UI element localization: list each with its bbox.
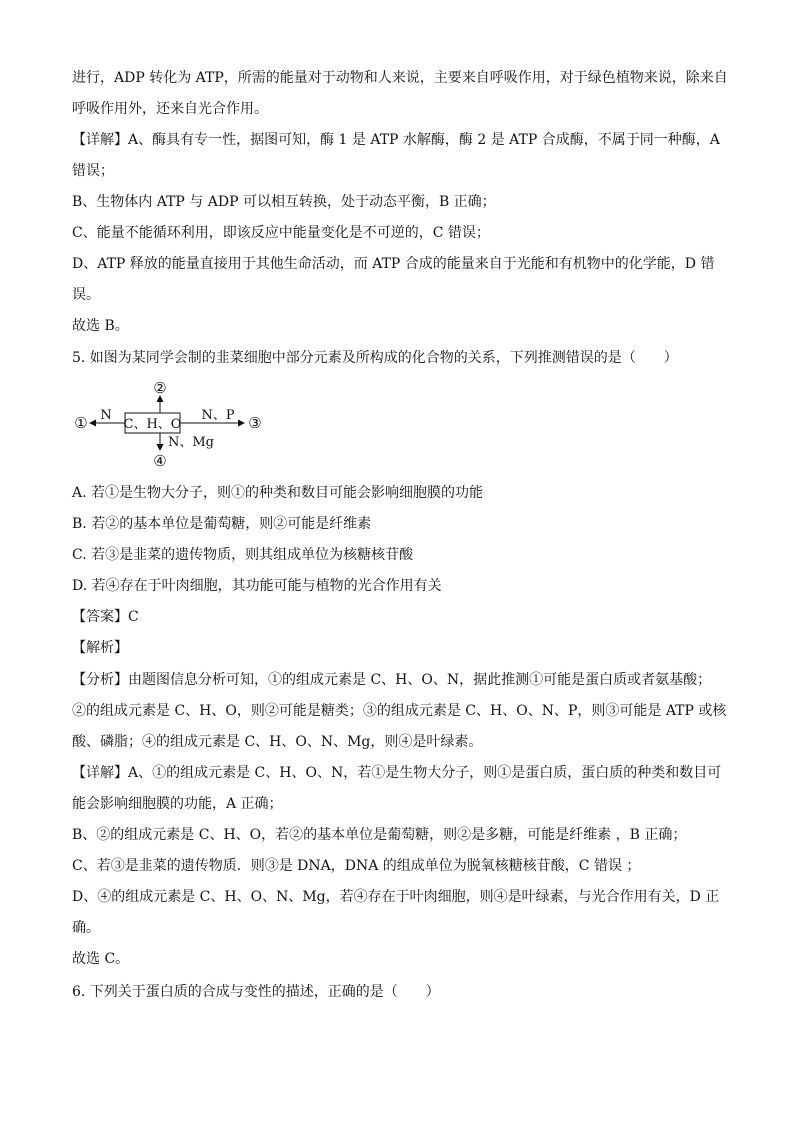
- text-line: 【分析】由题图信息分析可知，①的组成元素是 C、H、O、N，据此推测①可能是蛋白质或者氨基酸；: [72, 672, 712, 688]
- text-line: C、能量不能循环利用，即该反应中能量变化是不可逆的，C 错误；: [72, 225, 490, 241]
- answer: 【答案】C: [72, 609, 139, 625]
- right-target: ③: [248, 414, 262, 432]
- question-5: 5. 如图为某同学会制的韭菜细胞中部分元素及所构成的化合物的关系，下列推测错误的是（ ）: [72, 350, 678, 366]
- bottom-target: ④: [153, 452, 167, 470]
- text-line: 酸、磷脂；④的组成元素是 C、H、O、N、Mg，则④是叶绿素。: [72, 734, 483, 750]
- right-element-label: N、P: [201, 408, 235, 423]
- question-6: 6. 下列关于蛋白质的合成与变性的描述，正确的是（ ）: [72, 984, 440, 1000]
- text-line: 能会影响细胞膜的功能，A 正确；: [72, 796, 283, 812]
- left-target: ①: [74, 414, 88, 432]
- text-line: D、④的组成元素是 C、H、O、N、Mg，若④存在于叶肉细胞，则④是叶绿素，与光合作用有关，D 正: [72, 889, 720, 905]
- option-b: B. 若②的基本单位是葡萄糖，则②可能是纤维素: [72, 516, 372, 532]
- analysis-heading: 【解析】: [72, 640, 128, 656]
- text-line: 故选 B。: [72, 318, 129, 334]
- text-line: 故选 C。: [72, 951, 130, 967]
- text-line: B、②的组成元素是 C、H、O，若②的基本单位是葡萄糖，则②是多糖，可能是纤维素 ，B 正确；: [72, 827, 687, 843]
- text-line: 呼吸作用外，还来自光合作用。: [72, 101, 268, 117]
- option-c: C. 若③是韭菜的遗传物质，则其组成单位为核糖核苷酸: [72, 547, 414, 563]
- text-line: D、ATP 释放的能量直接用于其他生命活动，而 ATP 合成的能量来自于光能和有机物中的化学能，D 错: [72, 256, 715, 272]
- text-line: C、若③是韭菜的遗传物质．则③是 DNA，DNA 的组成单位为脱氧核糖核苷酸，C 错误 ；: [72, 858, 641, 874]
- text-line: 【详解】A、酶具有专一性，据图可知，酶 1 是 ATP 水解酶，酶 2 是 ATP 合成酶，不属于同一种酶，A: [72, 132, 720, 148]
- bottom-element-label: N、Mg: [168, 435, 215, 450]
- text-line: 【详解】A、①的组成元素是 C、H、O、N，若①是生物大分子，则①是蛋白质，蛋白质的种类和数目可: [72, 765, 722, 781]
- element-compound-diagram: [70, 378, 290, 472]
- option-a: A. 若①是生物大分子，则①的种类和数目可能会影响细胞膜的功能: [72, 485, 484, 501]
- text-line: B、生物体内 ATP 与 ADP 可以相互转换，处于动态平衡，B 正确；: [72, 194, 496, 210]
- center-label: C、H、O: [123, 417, 182, 432]
- top-target: ②: [153, 379, 167, 397]
- option-d: D. 若④存在于叶肉细胞，其功能可能与植物的光合作用有关: [72, 578, 442, 594]
- text-line: ②的组成元素是 C、H、O，则②可能是糖类；③的组成元素是 C、H、O、N、P，则③可能是 ATP 或核: [72, 703, 727, 719]
- text-line: 确。: [72, 920, 100, 936]
- text-line: 错误；: [72, 163, 114, 179]
- text-line: 进行，ADP 转化为 ATP，所需的能量对于动物和人来说，主要来自呼吸作用，对于绿色植物来说，除来自: [72, 70, 728, 86]
- left-element-label: N: [100, 408, 112, 423]
- text-line: 误。: [72, 287, 100, 303]
